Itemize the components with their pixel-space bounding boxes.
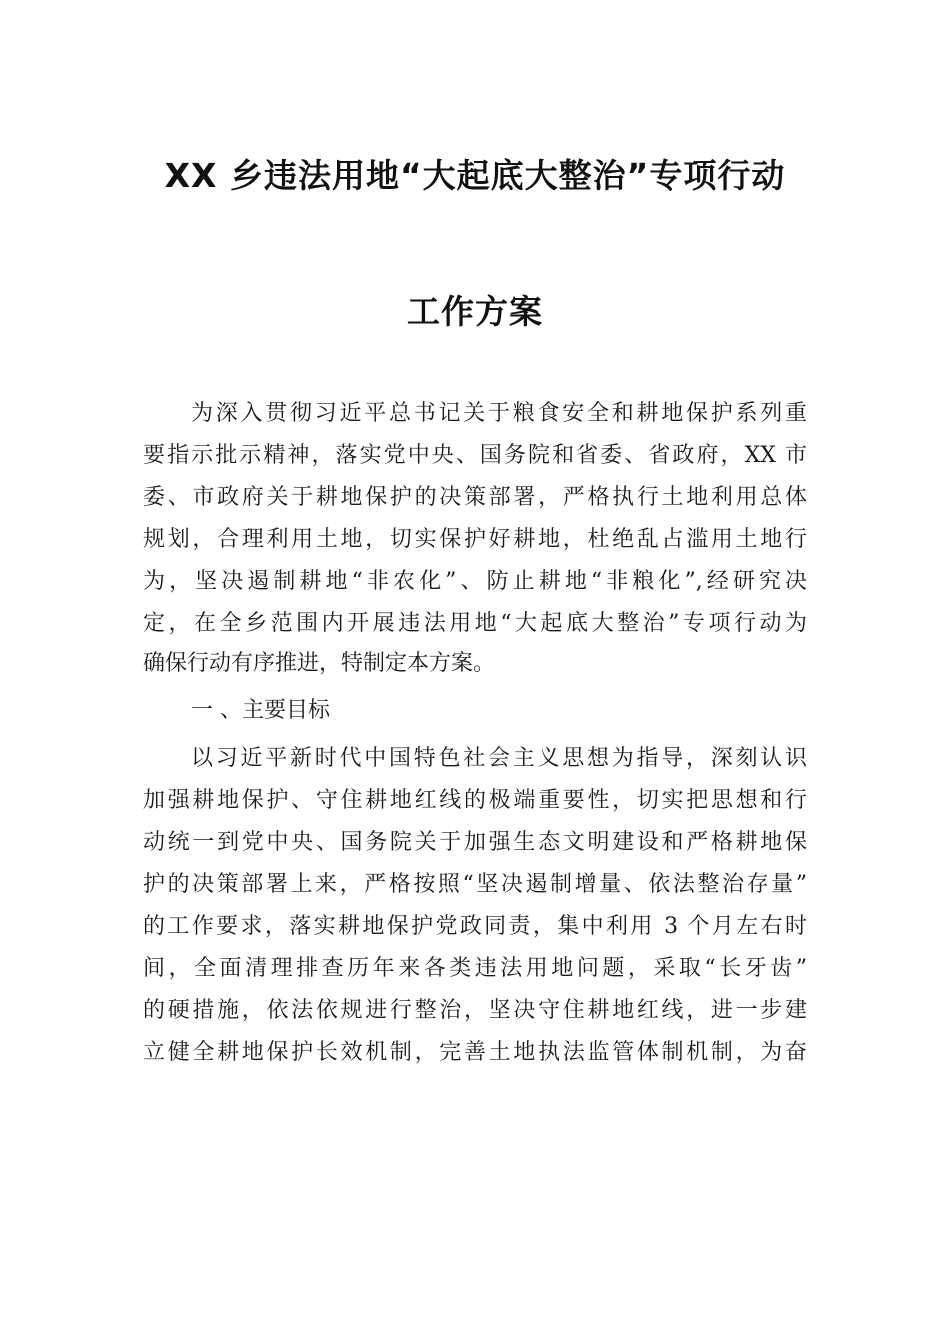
paragraph-2-line: 以习近平新时代中国特色社会主义思想为指导，深刻认识 <box>191 746 807 771</box>
paragraph-2-line: 的工作要求，落实耕地保护党政同责，集中利用 3 个月左右时 <box>143 914 807 939</box>
paragraph-2-line: 加强耕地保护、守住耕地红线的极端重要性，切实把思想和行 <box>143 788 807 813</box>
paragraph-2-line: 护的决策部署上来，严格按照“坚决遏制增量、依法整治存量” <box>143 872 807 897</box>
paragraph-2-line: 的硬措施，依法依规进行整治，坚决守住耕地红线，进一步建 <box>143 998 807 1023</box>
paragraph-1-line: 确保行动有序推进，特制定本方案。 <box>143 651 496 676</box>
paragraph-1-line: 为深入贯彻习近平总书记关于粮食安全和耕地保护系列重 <box>191 401 807 426</box>
document-title-line-2: 工作方案 <box>407 292 543 331</box>
paragraph-1-line: 要指示批示精神，落实党中央、国务院和省委、省政府，XX 市 <box>143 443 807 468</box>
section-heading: 一 、主要目标 <box>191 698 330 723</box>
paragraph-1-line: 委、市政府关于耕地保护的决策部署，严格执行土地利用总体 <box>143 485 807 510</box>
paragraph-1-line: 规划，合理利用土地，切实保护好耕地，杜绝乱占滥用土地行 <box>143 527 807 552</box>
paragraph-2-line: 间，全面清理排查历年来各类违法用地问题，采取“长牙齿” <box>143 956 807 981</box>
paragraph-1-line: 为，坚决遏制耕地“非农化”、防止耕地“非粮化”,经研究决 <box>143 569 807 594</box>
paragraph-2-line: 立健全耕地保护长效机制，完善土地执法监管体制机制，为奋 <box>143 1040 807 1065</box>
paragraph-2-line: 动统一到党中央、国务院关于加强生态文明建设和严格耕地保 <box>143 830 807 855</box>
document-title-line-1: XX 乡违法用地“大起底大整治”专项行动 <box>164 156 786 195</box>
paragraph-1-line: 定，在全乡范围内开展违法用地“大起底大整治”专项行动为 <box>143 611 807 636</box>
